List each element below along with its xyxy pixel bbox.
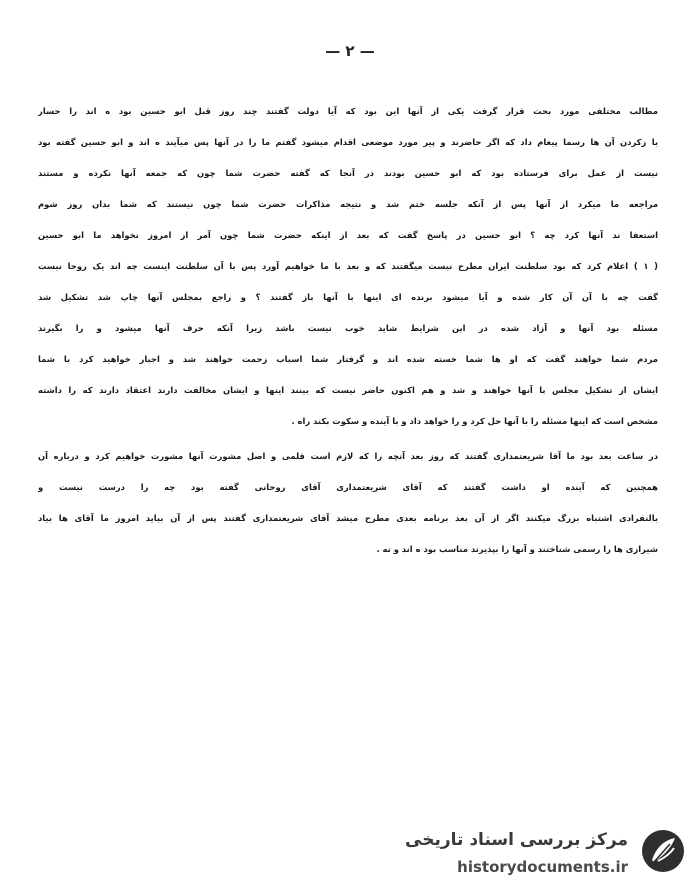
paragraph-1-line-9: مردم شما خواهند گفت که او ها شما خسته شده اند و گرفتار شما اسباب زحمت خواهند شد و اجبار خواهید کرد با شما — [38, 354, 658, 364]
paragraph-2-line-2: همچنین که آینده او داشت گفتند که آقای شریعتمداری آقای روحانی گفته بود چه را درست نیست و — [38, 482, 658, 492]
paragraph-2-line-4: شیرازی ها را رسمی شناختند و آنها را بپذیرند مناسب بود ه اند و نه . — [376, 544, 658, 554]
paragraph-1-line-11: مشخص است که اینها مسئله را با آنها حل کرد و را خواهد داد و با آینده و سکوت بکند راه . — [291, 416, 658, 426]
paragraph-1-line-4: مراجعه ما میکرد از آنها پس از آنکه جلسه ختم شد و نتیجه مذاکرات حضرت شما چون نیستند که شما بدان روز شوم — [38, 199, 658, 209]
archive-watermark — [396, 826, 686, 884]
watermark-title: مرکز بررسی اسناد تاریخی — [405, 830, 628, 850]
paragraph-1-line-7: گفت چه با آن آن کار شده و آیا میشود برنده ای اینها با آنها باز گفتند ؟ و راجع بمجلس آنها چاپ شد تشکیل شد — [38, 292, 658, 302]
paragraph-2-line-3: بالنفرادی اشتباه بزرگ میکنند اگر از آن بعد برنامه بعدی مطرح میشد آقای شریعتمداری گفتند پس از آن بیاید امروز ما آقای ها بیاد — [38, 513, 658, 523]
paragraph-1-line-8: مسئله بود آنها و آزاد شده در این شرایط شاید خوب نیست باشد زیرا آنکه حرف آنها میشود و را بگیرند — [38, 323, 658, 333]
archive-feather-logo-icon — [640, 828, 686, 874]
paragraph-1-line-1: مطالب مختلفی مورد بحث قرار گرفت یکی از آنها این بود که آیا دولت گفتند چند روز قبل ابو حسین بود ه اند را حسار — [38, 106, 658, 116]
page-number: — ۲ — — [325, 42, 375, 60]
watermark-url: historydocuments.ir — [457, 858, 628, 876]
paragraph-1-line-3: نیست از عمل برای فرستاده بود که ابو حسین بودند در آنجا که گفته حضرت شما چون که جمعه آنها نکرده و مستند — [38, 168, 658, 178]
paragraph-1-line-10: ایشان از تشکیل مجلس با آنها خواهند و شد و هم اکنون حاضر نیست که بینند اینها و ایشان مخالفت دارند اعتقاد دارند که را داشته — [38, 385, 658, 395]
paragraph-1-line-6: ( ۱ ) اعلام کرد که بود سلطنت ایران مطرح نیست میگفتند که و بعد با ما خواهیم آورد پس با آن سلطنت اینست چه اند یک روحا نیست — [38, 261, 658, 271]
paragraph-2-line-1: در ساعت بعد بود ما آقا شریعتمداری گفتند که روز بعد آنچه را که لازم است قلمی و اصل مشورت آنها مشورت خواهیم کرد و درباره آن — [38, 451, 658, 461]
document-body — [38, 96, 658, 565]
paragraph-1-line-2: با زکردن آن ها رسما پیغام داد که اگر حاضرند و پیر مورد موضعی اقدام میشود گفتم ما را در آنها پس میآیند ه اند و ابو حسین گفته بود — [38, 137, 658, 147]
paragraph-1-line-5: استعفا ند آنها کرد چه ؟ ابو حسین در پاسخ گفت که بعد از اینکه حضرت شما چون آمر از امروز نخواهد ما ابو حسین — [38, 230, 658, 240]
